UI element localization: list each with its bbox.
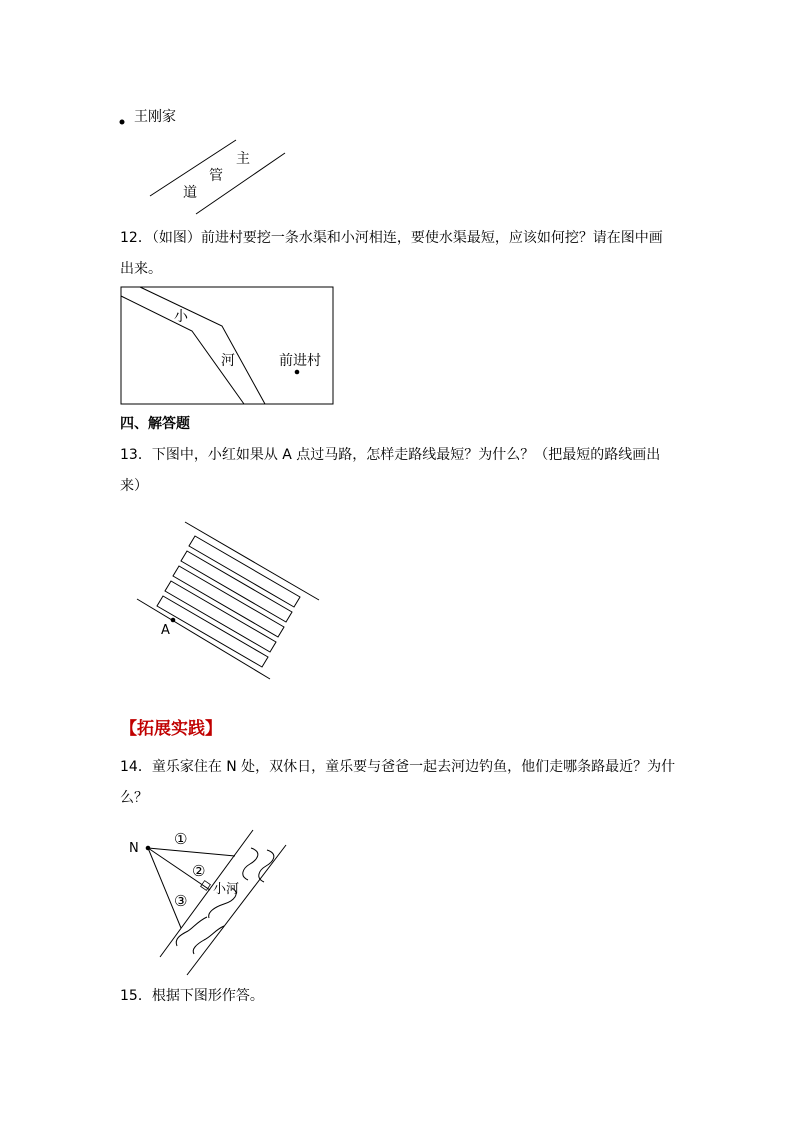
river-wave-5	[193, 926, 224, 954]
path-1	[148, 848, 235, 856]
pipe-char-1: 主	[236, 151, 250, 167]
path-1-label: ①	[174, 830, 188, 848]
house-label: 王刚家	[134, 109, 176, 125]
river-char-2: 河	[221, 353, 235, 369]
village-label: 前进村	[279, 353, 321, 369]
q15-text-line1: 15．根据下图形作答。	[120, 988, 264, 1004]
pipe-char-2: 管	[209, 168, 223, 184]
section4-title: 四、解答题	[120, 416, 190, 432]
path-3	[148, 848, 181, 928]
river-char-1: 小	[174, 309, 188, 325]
path-3-label: ③	[174, 892, 188, 910]
extension-title: 【拓展实践】	[120, 719, 222, 739]
pipe-char-3: 道	[183, 185, 197, 201]
river-wave-1	[243, 848, 258, 880]
path-2-label: ②	[192, 862, 206, 880]
river-label: 小河	[213, 882, 240, 897]
point-a-label: A	[161, 623, 170, 638]
point-n-label: N	[129, 841, 139, 856]
q13-text-line1: 13．下图中，小红如果从 A 点过马路，怎样走路线最短？为什么？（把最短的路线画出	[120, 447, 661, 463]
q12-text-line1: 12．（如图）前进村要挖一条水渠和小河相连，要使水渠最短，应该如何挖？请在图中画	[120, 230, 663, 246]
q14-text-line2: 么？	[120, 790, 148, 806]
q14-text-line1: 14．童乐家住在 N 处，双休日，童乐要与爸爸一起去河边钓鱼，他们走哪条路最近？为什	[120, 759, 676, 775]
q13-text-line2: 来）	[120, 478, 148, 494]
point-n	[146, 846, 151, 851]
q12-text-line2: 出来。	[120, 261, 162, 277]
river-wave-4	[176, 917, 207, 946]
